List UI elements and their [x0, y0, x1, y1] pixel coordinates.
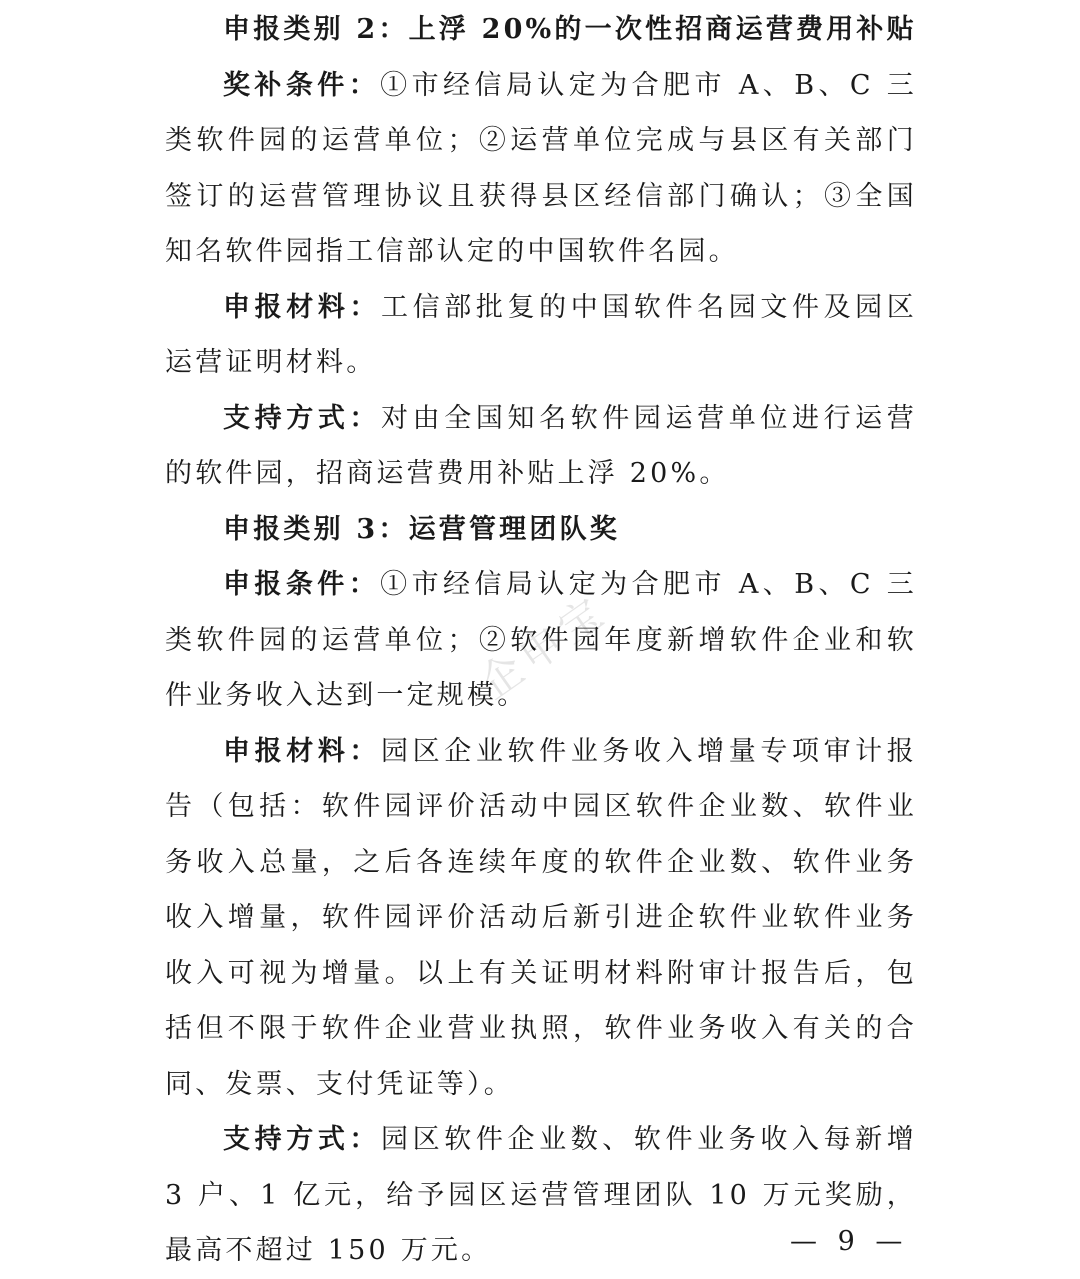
conditions-label: 奖补条件：	[223, 69, 381, 101]
conditions-text: ①市经信局认定为合肥市 A、B、C 三类软件园的运营单位；②软件园年度新增软件企业和软件业务收入达到一定规模。	[165, 569, 918, 711]
support-text: 园区软件企业数、软件业务收入每新增 3 户、1 亿元，给予园区运营管理团队 10 万元奖励，最高不超过 150 万元。	[165, 1124, 917, 1266]
category-2-conditions	[165, 58, 917, 280]
category-2-materials	[165, 280, 917, 391]
category-2-support	[165, 391, 917, 502]
materials-text: 工信部批复的中国软件名园文件及园区运营证明材料。	[165, 291, 917, 378]
category-3-materials	[165, 724, 917, 1113]
watermark: 企申宝	[470, 585, 617, 709]
conditions-text: ①市经信局认定为合肥市 A、B、C 三类软件园的运营单位；②运营单位完成与县区有关部门签订的运营管理协议且获得县区经信部门确认；③全国知名软件园指工信部认定的中国软件名园。	[165, 69, 918, 267]
materials-label: 申报材料：	[223, 735, 382, 767]
support-text: 对由全国知名软件园运营单位进行运营的软件园，招商运营费用补贴上浮 20%。	[165, 402, 917, 489]
page-number: — 9 —	[790, 1226, 909, 1257]
materials-label: 申报材料：	[223, 291, 382, 323]
category-3-heading: 申报类别 3：运营管理团队奖	[223, 513, 620, 545]
category-2-heading: 申报类别 2：上浮 20%的一次性招商运营费用补贴	[223, 14, 917, 45]
support-label: 支持方式：	[223, 1124, 382, 1155]
conditions-label: 申报条件：	[223, 569, 381, 600]
materials-text: 园区企业软件业务收入增量专项审计报告（包括：软件园评价活动中园区软件企业数、软件业务收入总量，之后各连续年度的软件企业数、软件业务收入增量，软件园评价活动后新引进企软件业软件业务收入可视为增量。以上有关证明材料附审计报告后，包括但不限于软件企业营业执照，软件业务收入有关的合同、发票、支付凭证等）。	[165, 735, 917, 1100]
support-label: 支持方式：	[223, 402, 382, 434]
